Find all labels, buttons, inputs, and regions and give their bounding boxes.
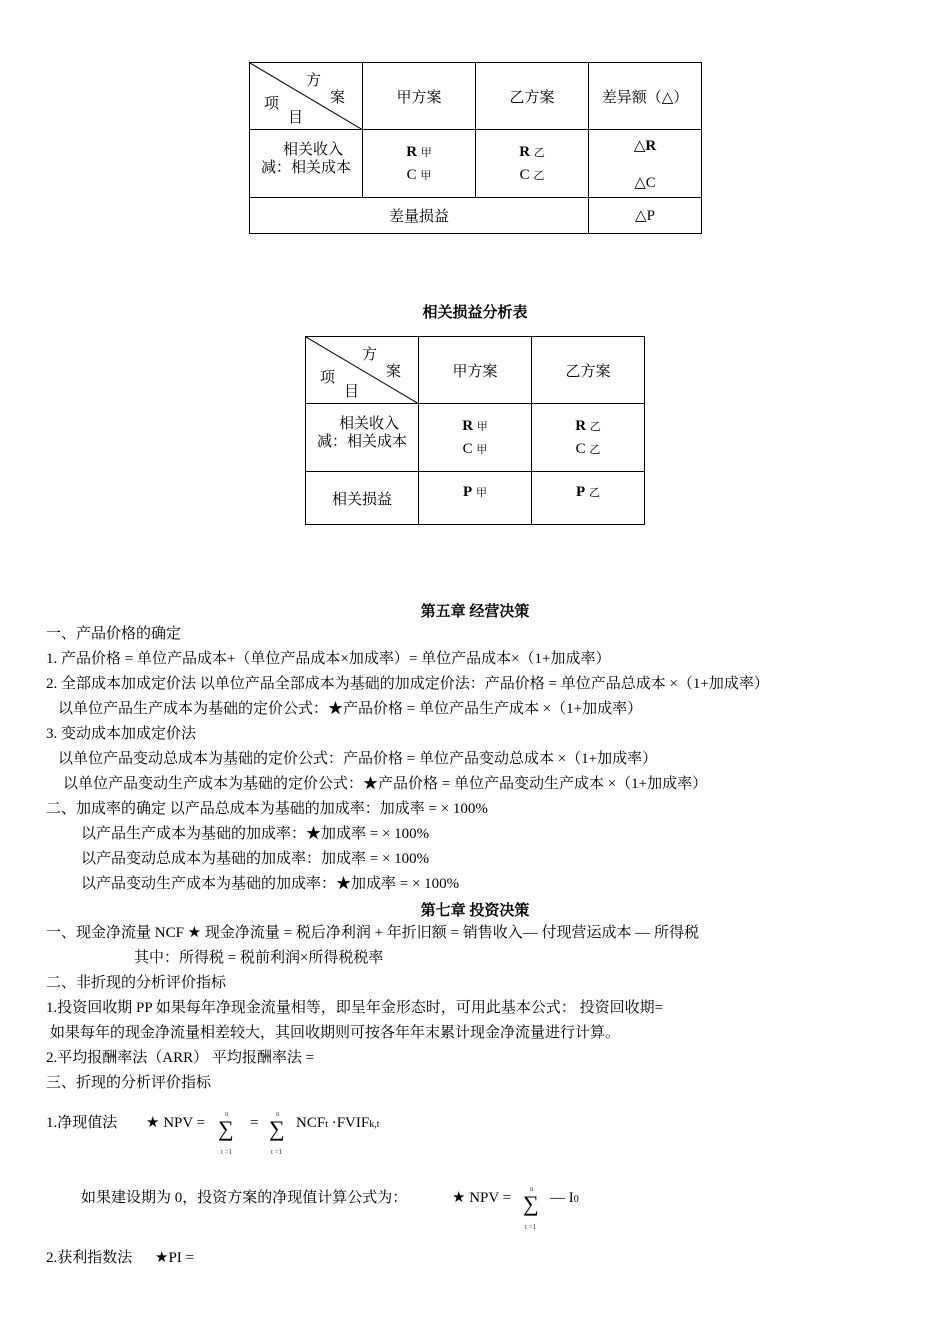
yi-r: R bbox=[519, 143, 531, 160]
ch7-line: 如果每年的现金净流量相差较大，其回收期则可按各年年末累计现金净流量进行计算。 bbox=[50, 1025, 621, 1041]
cell-yi-rc bbox=[532, 404, 645, 472]
yi-p-sub: 乙 bbox=[588, 487, 600, 499]
sigma-bottom: t =1 bbox=[271, 1148, 283, 1156]
yi-r: R bbox=[575, 417, 587, 434]
sigma-icon: ∑ bbox=[523, 1191, 539, 1216]
ch7-line: 三、折现的分析评价指标 bbox=[46, 1075, 212, 1091]
jia-c-sub: 甲 bbox=[420, 169, 432, 182]
diag-top1: 方 bbox=[362, 347, 378, 363]
diag-left2: 目 bbox=[344, 384, 360, 400]
diagonal-header-cell bbox=[306, 337, 419, 404]
header-diff: 差异额（△） bbox=[589, 63, 702, 130]
fvif-sub: k,t bbox=[369, 1119, 380, 1130]
ch5-line: 3. 变动成本加成定价法 bbox=[46, 726, 197, 742]
ch5-line: 以产品生产成本为基础的加成率：★加成率 = × 100% bbox=[81, 826, 430, 842]
diff-c: △C bbox=[634, 174, 656, 191]
fvif: ·FVIF bbox=[331, 1115, 370, 1131]
sigma-top: n bbox=[530, 1185, 534, 1193]
diag-top1: 方 bbox=[306, 73, 322, 89]
table2-title: 相关损益分析表 bbox=[422, 305, 528, 321]
pi-label: 2.获利指数法 bbox=[46, 1250, 133, 1266]
diff-r-sym: △ bbox=[633, 137, 646, 154]
i-sub: 0 bbox=[573, 1194, 579, 1205]
ch7-line: 其中：所得税 = 税前利润×所得税税率 bbox=[134, 950, 384, 966]
yi-r-sub: 乙 bbox=[589, 420, 601, 433]
label-revenue: 相关收入 bbox=[338, 415, 399, 432]
npv-zero-text: 如果建设期为 0，投资方案的净现值计算公式为： bbox=[81, 1190, 408, 1206]
npv-eq: = bbox=[250, 1115, 259, 1131]
label-revenue: 相关收入 bbox=[282, 141, 343, 158]
ch5-line: 2. 全部成本加成定价法 以单位产品全部成本为基础的加成定价法：产品价格 = 单位产品总成本 ×（1+加成率） bbox=[46, 676, 769, 692]
cell-yi-rc bbox=[476, 130, 589, 198]
jia-p-sub: 甲 bbox=[475, 487, 487, 499]
yi-c-sub: 乙 bbox=[533, 169, 545, 182]
minus-i-text: — I bbox=[550, 1190, 574, 1206]
ncf-sub: t bbox=[325, 1119, 328, 1130]
diag-top2: 案 bbox=[386, 364, 402, 380]
yi-c: C bbox=[575, 440, 586, 457]
diag-left1: 项 bbox=[320, 370, 336, 386]
diag-left1: 项 bbox=[264, 96, 280, 112]
jia-c-sub: 甲 bbox=[476, 443, 488, 456]
sigma-icon: ∑ bbox=[269, 1116, 285, 1141]
header-jia: 甲方案 bbox=[419, 337, 532, 404]
cell-jia-rc bbox=[363, 130, 476, 198]
ch5-line: 以单位产品变动生产成本为基础的定价公式：★产品价格 = 单位产品变动生产成本 ×（1+加成率） bbox=[63, 776, 708, 792]
sigma-top: n bbox=[225, 1110, 229, 1118]
yi-p: P bbox=[576, 484, 586, 500]
sigma-bottom: t =1 bbox=[221, 1148, 233, 1156]
cell-jia-p bbox=[419, 472, 532, 525]
sigma-top: n bbox=[276, 1110, 280, 1118]
row-label-revenue-cost bbox=[306, 404, 419, 472]
minus-i bbox=[550, 1188, 579, 1210]
cell-diff-rc bbox=[589, 130, 702, 198]
ch7-line: 二、非折现的分析评价指标 bbox=[46, 975, 227, 991]
npv-star2: ★ NPV = bbox=[452, 1190, 512, 1206]
npv-label: 1.净现值法 bbox=[46, 1115, 118, 1131]
row-label-relevant-profit: 相关损益 bbox=[306, 472, 419, 525]
header-yi: 乙方案 bbox=[476, 63, 589, 130]
jia-r: R bbox=[406, 143, 418, 160]
yi-r-sub: 乙 bbox=[533, 146, 545, 159]
jia-p: P bbox=[463, 484, 473, 500]
ch5-line: 以产品变动生产成本为基础的加成率：★加成率 = × 100% bbox=[81, 876, 460, 892]
ch5-line: 二、加成率的确定 以产品总成本为基础的加成率：加成率 = × 100% bbox=[46, 801, 488, 817]
cell-yi-p bbox=[532, 472, 645, 525]
yi-c: C bbox=[519, 166, 530, 183]
jia-c: C bbox=[406, 166, 417, 183]
npv-star: ★ NPV = bbox=[146, 1115, 206, 1131]
ch5-line: 以产品变动总成本为基础的加成率：加成率 = × 100% bbox=[81, 851, 430, 867]
ch5-line: 一、产品价格的确定 bbox=[46, 626, 182, 642]
cell-jia-rc bbox=[419, 404, 532, 472]
ch7-line: 一、现金净流量 NCF ★ 现金净流量 = 税后净利润 + 年折旧额 = 销售收入— 付现营运成本 — 所得税 bbox=[46, 925, 700, 941]
ch5-line: 以单位产品生产成本为基础的定价公式：★产品价格 = 单位产品生产成本 ×（1+加成率） bbox=[58, 701, 643, 717]
yi-c-sub: 乙 bbox=[589, 443, 601, 456]
header-yi: 乙方案 bbox=[532, 337, 645, 404]
row-label-diff-profit: 差量损益 bbox=[250, 198, 589, 234]
npv-terms bbox=[296, 1113, 380, 1135]
sigma-bottom: t =1 bbox=[525, 1223, 537, 1231]
diag-left2: 目 bbox=[288, 110, 304, 126]
relevant-profit-table bbox=[305, 336, 645, 525]
header-jia: 甲方案 bbox=[363, 63, 476, 130]
diff-r: R bbox=[645, 137, 657, 154]
jia-r: R bbox=[462, 417, 474, 434]
diag-top2: 案 bbox=[330, 90, 346, 106]
ch7-line: 1.投资回收期 PP 如果每年净现金流量相等，即呈年金形态时，可用此基本公式： 投资回收期= bbox=[46, 1000, 664, 1016]
label-cost: 减：相关成本 bbox=[316, 433, 407, 450]
pi-star: ★PI = bbox=[155, 1250, 194, 1266]
sigma-icon: ∑ bbox=[218, 1116, 234, 1141]
chapter5-title: 第五章 经营决策 bbox=[420, 604, 530, 620]
jia-r-sub: 甲 bbox=[476, 420, 488, 433]
chapter7-title: 第七章 投资决策 bbox=[420, 903, 530, 919]
jia-c: C bbox=[462, 440, 473, 457]
row-label-revenue-cost bbox=[250, 130, 363, 198]
ch7-line: 2.平均报酬率法（ARR） 平均报酬率法 = bbox=[46, 1050, 315, 1066]
ch5-line: 1. 产品价格 = 单位产品成本+（单位产品成本×加成率）= 单位产品成本×（1+加成率） bbox=[46, 651, 611, 667]
ncf: NCF bbox=[296, 1115, 326, 1131]
cell-diff-p: △P bbox=[589, 198, 702, 234]
ch5-line: 以单位产品变动总成本为基础的定价公式：产品价格 = 单位产品变动总成本 ×（1+加成率） bbox=[58, 751, 658, 767]
diagonal-header-cell bbox=[250, 63, 363, 130]
label-cost: 减：相关成本 bbox=[260, 159, 351, 176]
jia-r-sub: 甲 bbox=[420, 146, 432, 159]
difference-analysis-table bbox=[249, 62, 702, 234]
